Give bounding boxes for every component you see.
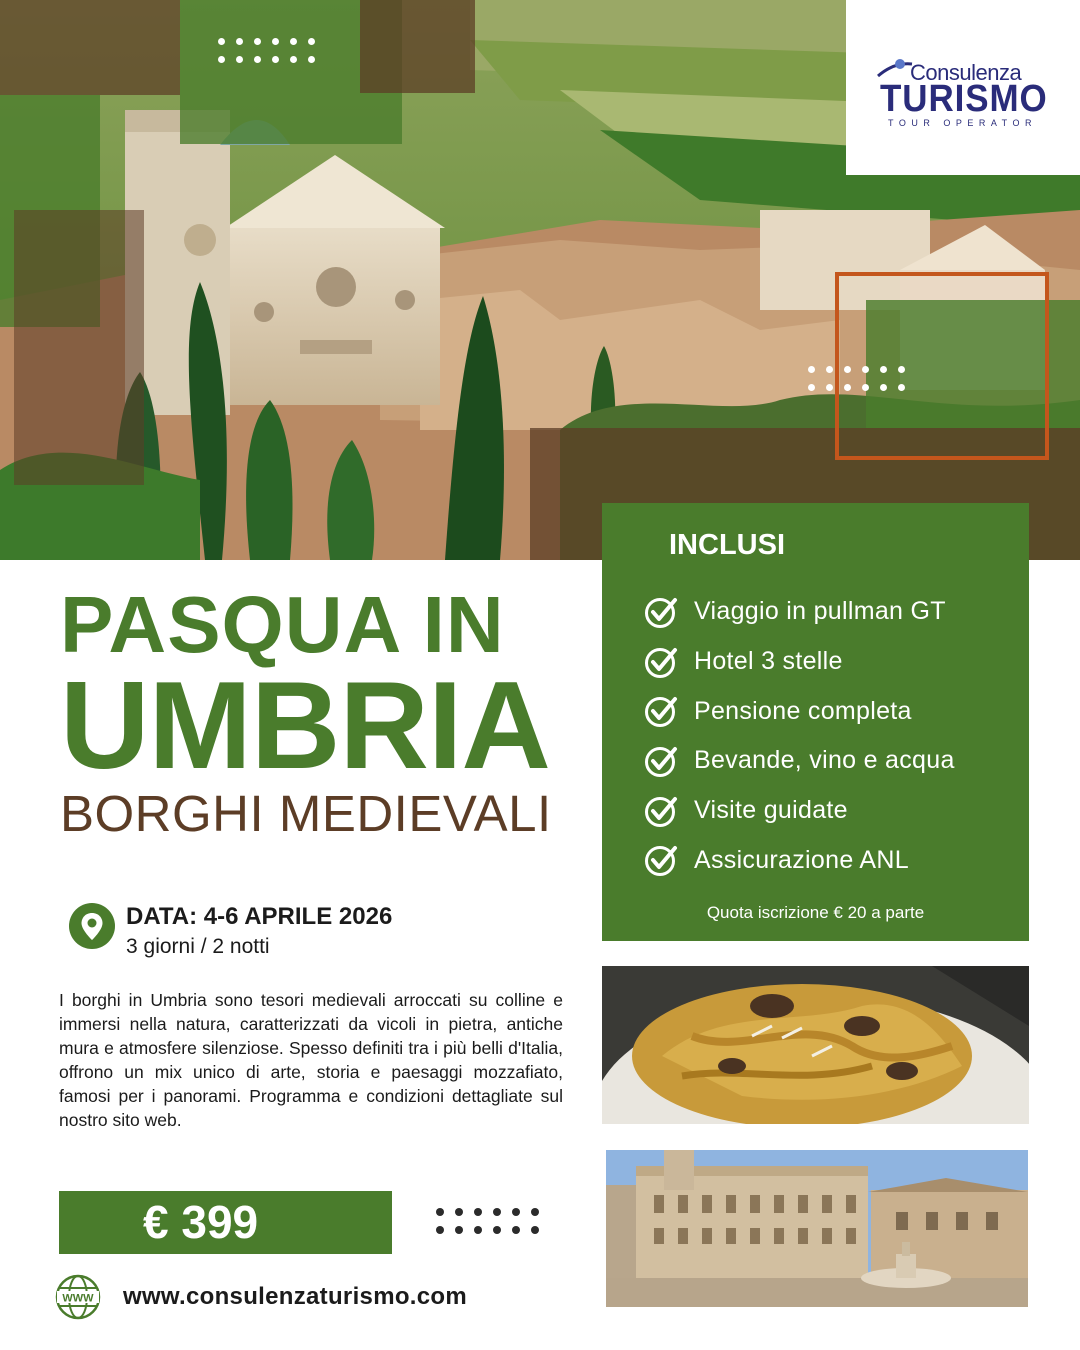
logo-panel (846, 0, 1080, 175)
included-item-label: Bevande, vino e acqua (694, 746, 955, 775)
www-label: WWW (62, 1292, 94, 1305)
included-title: INCLUSI (669, 529, 785, 561)
price-badge: € 399 (59, 1191, 392, 1254)
trip-duration: 3 giorni / 2 notti (126, 935, 270, 958)
included-note: Quota iscrizione € 20 a parte (706, 903, 925, 922)
deco-dots-top (218, 38, 315, 63)
website-row[interactable] (55, 1274, 467, 1320)
included-item-label: Viaggio in pullman GT (694, 597, 946, 626)
list-item (644, 786, 955, 836)
description-text: I borghi in Umbria sono tesori medievali arroccati su colline e immersi nella natura, caratterizzati da vicoli in pietra, antiche mura e atmosfere silenziose. Spesso definiti tra i più belli d'Italia, offrono un mix unico di arte, storia e paesaggi mozzafiato, famosi per i panorami. Programma e condizioni dettagliate sul nostro sito web. (59, 990, 563, 1130)
title-line-2: UMBRIA (60, 657, 550, 795)
deco-brown-block-left-low (14, 210, 144, 485)
included-item-label: Visite guidate (694, 796, 848, 825)
consulenza-turismo-logo (868, 48, 1058, 134)
list-item (644, 736, 955, 786)
subtitle: BORGHI MEDIEVALI (60, 785, 552, 842)
photo-pasta-dish (602, 966, 1029, 1124)
included-item-label: Hotel 3 stelle (694, 647, 843, 676)
title-block (60, 580, 552, 843)
included-panel (602, 503, 1029, 941)
list-item (644, 686, 955, 736)
check-circle-icon (644, 744, 678, 778)
deco-dots-bottom (436, 1208, 539, 1234)
title-line-1: PASQUA IN (60, 580, 505, 669)
photo-perugia-piazza (606, 1150, 1028, 1307)
list-item (644, 835, 955, 885)
map-pin-icon (68, 902, 116, 950)
check-circle-icon (644, 794, 678, 828)
list-item (644, 637, 955, 687)
logo-sub-text: TOUR OPERATOR (888, 118, 1038, 128)
date-info (68, 902, 392, 962)
globe-www-icon (55, 1274, 101, 1320)
list-item (644, 587, 955, 637)
included-list (644, 587, 955, 885)
logo-top-text: Consulenza (910, 60, 1022, 85)
check-circle-icon (644, 645, 678, 679)
included-item-label: Assicurazione ANL (694, 845, 909, 874)
logo-main-text: TURISMO (880, 78, 1048, 120)
website-url[interactable]: www.consulenzaturismo.com (123, 1283, 468, 1310)
check-circle-icon (644, 694, 678, 728)
deco-brown-block-top (360, 0, 475, 93)
check-circle-icon (644, 843, 678, 877)
deco-brown-block-left (0, 0, 180, 95)
deco-orange-frame (835, 272, 1049, 460)
trip-date: DATA: 4-6 APRILE 2026 (126, 903, 393, 930)
check-circle-icon (644, 595, 678, 629)
included-item-label: Pensione completa (694, 696, 912, 725)
